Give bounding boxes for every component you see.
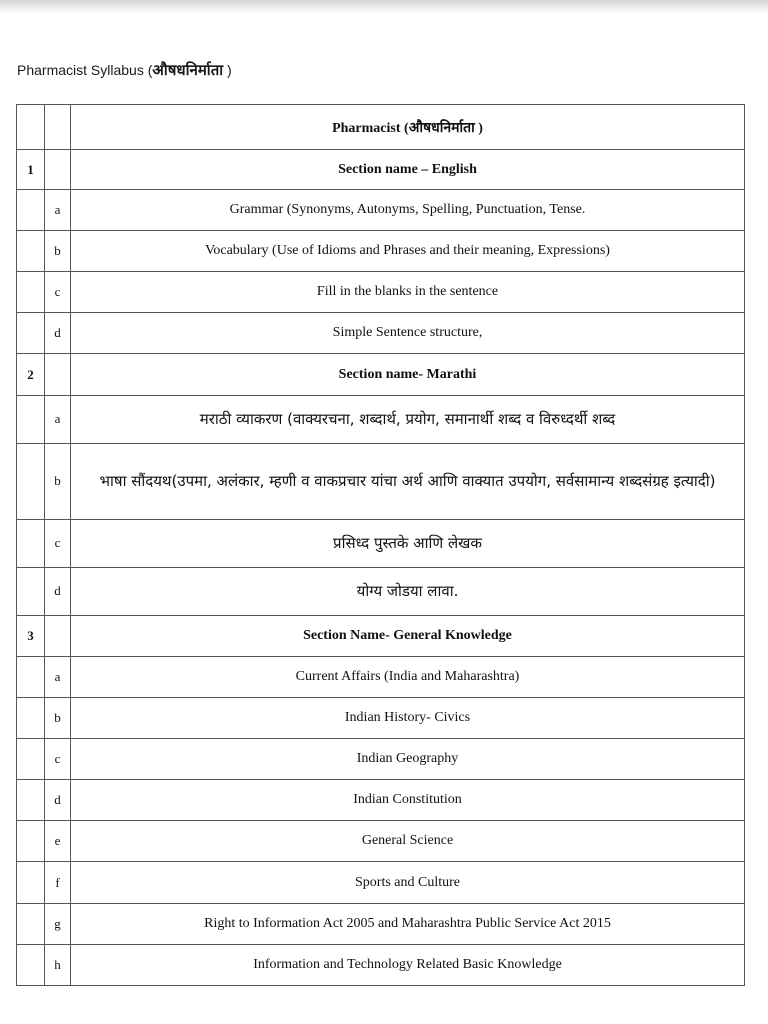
item-row — [17, 739, 745, 780]
item-row — [17, 272, 745, 313]
item-text: Indian Geography — [71, 739, 745, 780]
item-row — [17, 567, 745, 615]
empty-cell — [17, 739, 45, 780]
table-header-row — [17, 105, 745, 150]
item-text: भाषा सौंदयथ(उपमा, अलंकार, म्हणी व वाकप्रचार यांचा अर्थ आणि वाक्यात उपयोग, सर्वसामान्य शब्दसंग्रह इत्यादी) — [71, 443, 745, 519]
item-row — [17, 395, 745, 443]
header-empty-cell — [17, 105, 45, 150]
item-text: Right to Information Act 2005 and Maharashtra Public Service Act 2015 — [71, 903, 745, 944]
section-number: 3 — [17, 616, 45, 657]
section-number: 1 — [17, 150, 45, 190]
empty-cell — [45, 354, 71, 395]
empty-cell — [17, 780, 45, 821]
section-name: Section name- Marathi — [71, 354, 745, 395]
item-text: Information and Technology Related Basic Knowledge — [71, 944, 745, 985]
top-edge-shadow — [0, 0, 768, 14]
section-name: Section Name- General Knowledge — [71, 616, 745, 657]
item-letter: e — [45, 821, 71, 862]
empty-cell — [17, 395, 45, 443]
item-text: Current Affairs (India and Maharashtra) — [71, 657, 745, 698]
item-text: Indian History- Civics — [71, 698, 745, 739]
section-row — [17, 150, 745, 190]
empty-cell — [45, 150, 71, 190]
item-letter: a — [45, 657, 71, 698]
item-letter: a — [45, 190, 71, 231]
item-letter: b — [45, 443, 71, 519]
item-letter: d — [45, 780, 71, 821]
item-letter: h — [45, 944, 71, 985]
empty-cell — [17, 190, 45, 231]
item-letter: d — [45, 567, 71, 615]
item-row — [17, 519, 745, 567]
item-row — [17, 657, 745, 698]
item-row — [17, 698, 745, 739]
item-row — [17, 443, 745, 519]
item-text: प्रसिध्द पुस्तके आणि लेखक — [71, 519, 745, 567]
table-header: Pharmacist (औषधनिर्माता ) — [71, 105, 745, 150]
empty-cell — [17, 231, 45, 272]
empty-cell — [45, 616, 71, 657]
item-row — [17, 862, 745, 903]
empty-cell — [17, 821, 45, 862]
empty-cell — [17, 443, 45, 519]
item-letter: g — [45, 903, 71, 944]
empty-cell — [17, 313, 45, 354]
item-row — [17, 313, 745, 354]
item-letter: f — [45, 862, 71, 903]
item-letter: d — [45, 313, 71, 354]
item-text: मराठी व्याकरण (वाक्यरचना, शब्दार्थ, प्रयोग, समानार्थी शब्द व विरुध्दर्थी शब्द — [71, 395, 745, 443]
empty-cell — [17, 272, 45, 313]
empty-cell — [17, 698, 45, 739]
item-text: Vocabulary (Use of Idioms and Phrases and their meaning, Expressions) — [71, 231, 745, 272]
header-empty-cell — [45, 105, 71, 150]
empty-cell — [17, 903, 45, 944]
item-row — [17, 780, 745, 821]
item-text: Simple Sentence structure, — [71, 313, 745, 354]
section-row — [17, 354, 745, 395]
empty-cell — [17, 657, 45, 698]
item-row — [17, 821, 745, 862]
item-letter: c — [45, 519, 71, 567]
empty-cell — [17, 519, 45, 567]
item-letter: c — [45, 272, 71, 313]
section-name: Section name – English — [71, 150, 745, 190]
item-letter: a — [45, 395, 71, 443]
item-text: Fill in the blanks in the sentence — [71, 272, 745, 313]
empty-cell — [17, 567, 45, 615]
item-text: Indian Constitution — [71, 780, 745, 821]
item-text: योग्य जोडया लावा. — [71, 567, 745, 615]
empty-cell — [17, 862, 45, 903]
section-number: 2 — [17, 354, 45, 395]
item-row — [17, 944, 745, 985]
syllabus-table — [16, 104, 745, 986]
section-row — [17, 616, 745, 657]
item-row — [17, 903, 745, 944]
item-letter: b — [45, 698, 71, 739]
item-text: General Science — [71, 821, 745, 862]
item-row — [17, 231, 745, 272]
item-letter: b — [45, 231, 71, 272]
item-text: Grammar (Synonyms, Autonyms, Spelling, Punctuation, Tense. — [71, 190, 745, 231]
empty-cell — [17, 944, 45, 985]
document-title: Pharmacist Syllabus (औषधनिर्माता ) — [17, 61, 232, 79]
item-text: Sports and Culture — [71, 862, 745, 903]
item-row — [17, 190, 745, 231]
item-letter: c — [45, 739, 71, 780]
